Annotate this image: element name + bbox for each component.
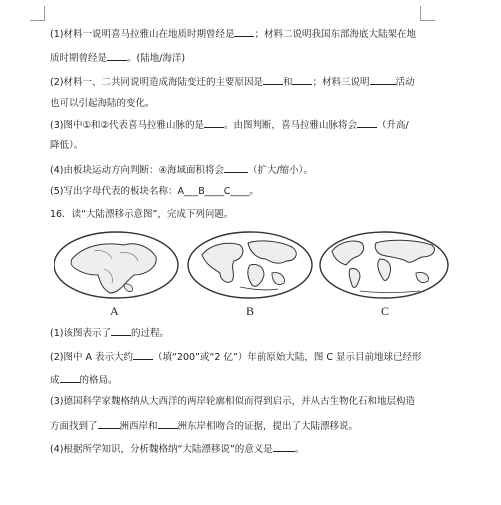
continental-drift-maps — [54, 229, 454, 309]
map-label-b: B — [246, 304, 255, 318]
q15-item1-line1: (1)材料一说明喜马拉雅山在地质时期曾经是 ；材料二说明我国东部海底大陆架在地 — [50, 26, 416, 41]
q15-item2-line1: (2)材料一、二共同说明造成海陆变迁的主要原因是 和 ；材料三说明 活动 — [50, 74, 415, 89]
answer-blank[interactable] — [60, 372, 80, 383]
q16-heading: 16．读“大陆漂移示意图”，完成下列问题。 — [50, 209, 234, 220]
answer-blank[interactable] — [273, 441, 295, 452]
answer-blank[interactable] — [111, 325, 131, 336]
page-corner-mark-right — [420, 6, 435, 21]
q16-item2-line2: 成 的格局。 — [50, 372, 118, 387]
answer-blank[interactable] — [98, 418, 120, 429]
map-a-pangaea — [54, 232, 178, 298]
q16-item2-line1: (2)图中 A 表示大约 （填“200”或“2 亿”）年前原始大陆，图 C 显示目前地球已经形 — [50, 349, 422, 364]
q15-item2-line2: 也可以引起海陆的变化。 — [50, 98, 155, 109]
continental-drift-diagram — [54, 229, 454, 324]
q15-item3-line1: (3)图中①和②代表喜马拉雅山脉的是 。由图判断，喜马拉雅山脉将会 （升高/ — [50, 117, 409, 132]
answer-blank[interactable] — [263, 74, 283, 85]
q16-item3-line2: 方面找到了 洲西岸和 洲东岸相吻合的证据，提出了大陆漂移说。 — [50, 418, 358, 433]
page-corner-mark-left — [30, 6, 45, 21]
map-label-a: A — [110, 304, 119, 318]
answer-blank[interactable] — [357, 117, 377, 128]
answer-blank[interactable] — [204, 117, 224, 128]
q15-item4: (4)由板块运动方向判断：④海域面积将会 （扩大/缩小）。 — [50, 162, 313, 177]
q15-item1-line2: 质时期曾经是 。(陆地/海洋) — [50, 50, 185, 65]
answer-blank[interactable] — [133, 349, 153, 360]
q16-item4: (4)根据所学知识，分析魏格纳“大陆漂移说”的意义是 。 — [50, 441, 304, 456]
answer-blank[interactable] — [234, 26, 254, 37]
map-c-present — [320, 232, 448, 298]
answer-blank[interactable] — [370, 74, 396, 85]
answer-blank[interactable] — [107, 50, 127, 61]
q16-item3-line1: (3)德国科学家魏格纳从大西洋的两岸轮廓相似而得到启示，并从古生物化石和地层构造 — [50, 396, 415, 407]
answer-blank[interactable] — [292, 74, 312, 85]
q15-item3-line2: 降低）。 — [50, 140, 84, 151]
answer-blank[interactable] — [158, 418, 178, 429]
q16-item1: (1)该图表示了 的过程。 — [50, 325, 169, 340]
answer-blank[interactable] — [224, 162, 248, 173]
map-label-c: C — [381, 304, 390, 318]
map-b-breakup — [188, 232, 312, 298]
q15-item5: (5)写出字母代表的板块名称：A___B____C____。 — [50, 186, 259, 197]
